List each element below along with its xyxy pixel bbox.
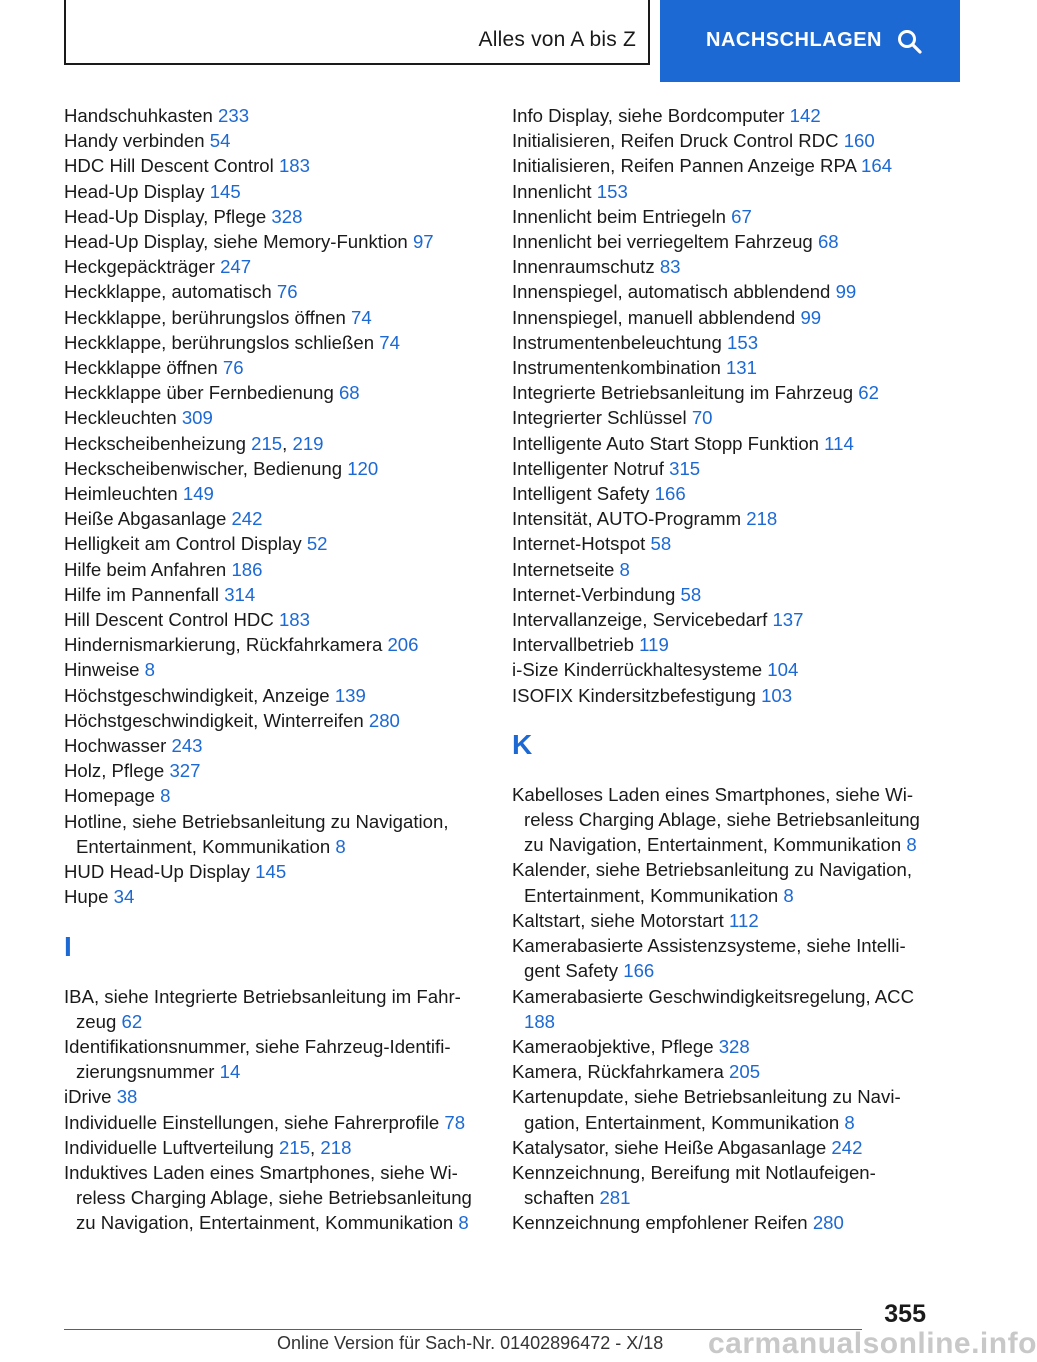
page-link[interactable]: 74 bbox=[351, 306, 372, 328]
page-link[interactable]: 68 bbox=[817, 231, 839, 253]
index-entry bbox=[512, 204, 932, 229]
index-entry bbox=[512, 229, 932, 254]
index-entry bbox=[64, 758, 484, 783]
header-rule-right bbox=[648, 0, 650, 64]
index-entry-text: Höchstgeschwindigkeit, Anzeige bbox=[64, 684, 330, 706]
index-entry-text: Innenlicht bbox=[512, 180, 592, 202]
page-link[interactable]: 120 bbox=[347, 457, 379, 479]
index-entry bbox=[64, 657, 484, 682]
index-entry: Heckscheibenheizung 215, 219 bbox=[64, 432, 324, 454]
page-link[interactable]: 58 bbox=[680, 583, 702, 605]
index-entry bbox=[64, 1110, 484, 1135]
index-entry-text: Holz, Pflege bbox=[64, 760, 165, 782]
index-entry-text: Handy verbinden bbox=[64, 130, 205, 152]
index-entry-text: Kennzeichnung empfohlener Reifen bbox=[512, 1212, 808, 1234]
page-link[interactable]: 153 bbox=[727, 331, 759, 353]
index-entry bbox=[64, 405, 484, 430]
page-link[interactable]: 8 bbox=[335, 835, 346, 857]
index-entry-text: Head-Up Display bbox=[64, 180, 205, 202]
index-entry bbox=[512, 254, 932, 279]
index-entry bbox=[512, 582, 932, 607]
letter-heading: K bbox=[512, 728, 533, 760]
index-entry bbox=[64, 305, 484, 330]
index-entry-text: Kamera, Rückfahrkamera bbox=[512, 1061, 724, 1083]
index-entry bbox=[512, 380, 932, 405]
page-link[interactable]: 52 bbox=[306, 533, 328, 555]
index-entry-text: Head-Up Display, Pflege bbox=[64, 205, 267, 227]
page-link[interactable]: 153 bbox=[596, 180, 628, 202]
page-link[interactable]: 58 bbox=[650, 533, 672, 555]
page-link[interactable]: 119 bbox=[639, 634, 669, 656]
page-link[interactable]: 164 bbox=[861, 155, 893, 177]
index-entry-text: Heckklappe öffnen bbox=[64, 357, 218, 379]
index-entry-text: Helligkeit am Control Display bbox=[64, 533, 302, 555]
index-entry-text: Hinweise bbox=[64, 659, 140, 681]
page-link[interactable]: 97 bbox=[412, 231, 434, 253]
page-link[interactable]: 62 bbox=[121, 1010, 143, 1032]
page-link[interactable]: 215 bbox=[251, 432, 283, 454]
index-entry bbox=[512, 179, 932, 204]
index-entry-text: Heckleuchten bbox=[64, 407, 177, 429]
page-link[interactable]: 328 bbox=[718, 1035, 750, 1057]
index-entry-text: Kabelloses Laden eines Smartphones, siehe Wireless Charging Ablage, siehe Betriebsanleitung zu Navigation, Entertainment, Kommunikation bbox=[512, 783, 920, 856]
index-entry-text: Intensität, AUTO-Programm bbox=[512, 508, 742, 530]
index-entry bbox=[64, 708, 484, 733]
index-entry bbox=[512, 1160, 932, 1210]
index-entry-text: Homepage bbox=[64, 785, 155, 807]
index-column-right bbox=[512, 103, 932, 1236]
page-link[interactable]: 242 bbox=[831, 1136, 863, 1158]
index-entry-text: Integrierter Schlüssel bbox=[512, 407, 687, 429]
index-entry-text: Internetseite bbox=[512, 558, 615, 580]
page-link[interactable]: 218 bbox=[746, 508, 778, 530]
index-entry bbox=[512, 128, 932, 153]
index-entry-text: Heckklappe, berührungslos öffnen bbox=[64, 306, 346, 328]
index-entry bbox=[512, 557, 932, 582]
page-link[interactable]: 74 bbox=[379, 331, 400, 353]
index-entry-text: Intervallbetrieb bbox=[512, 634, 634, 656]
index-entry-text: i-Size Kinderrückhaltesysteme bbox=[512, 659, 763, 681]
index-entry-text: Identifikationsnummer, siehe Fahrzeug-Identifizierungsnummer bbox=[64, 1035, 451, 1083]
index-entry bbox=[64, 1160, 484, 1236]
index-entry-text: Hupe bbox=[64, 886, 109, 908]
index-entry-text: Heckklappe, automatisch bbox=[64, 281, 272, 303]
index-entry bbox=[64, 1034, 484, 1084]
index-entry-text: Individuelle Luftverteilung bbox=[64, 1136, 274, 1158]
page-link[interactable]: 54 bbox=[209, 130, 231, 152]
letter-heading: I bbox=[64, 930, 72, 962]
index-entry bbox=[64, 984, 484, 1034]
page-link[interactable]: 314 bbox=[224, 583, 256, 605]
page-link[interactable]: 242 bbox=[231, 508, 263, 530]
index-entry-text: Kalender, siehe Betriebsanleitung zu Navigation, Entertainment, Kommunikation bbox=[512, 859, 913, 906]
page-link[interactable]: 112 bbox=[729, 909, 759, 931]
index-entry bbox=[64, 279, 484, 304]
page-link[interactable]: 243 bbox=[171, 735, 203, 757]
index-entry-text: Initialisieren, Reifen Druck Control RDC bbox=[512, 130, 839, 152]
page-link[interactable]: 8 bbox=[619, 558, 630, 580]
page-link[interactable]: 233 bbox=[218, 105, 250, 126]
index-entry bbox=[64, 632, 484, 657]
index-entry bbox=[512, 355, 932, 380]
index-entry-text: Induktives Laden eines Smartphones, siehe Wireless Charging Ablage, siehe Betriebsanleitung zu Navigation, Entertainment, Kommunikation bbox=[64, 1161, 472, 1234]
index-entry bbox=[512, 683, 932, 708]
index-entry-text: Internet-Hotspot bbox=[512, 533, 646, 555]
index-entry bbox=[512, 1059, 932, 1084]
page-link[interactable]: 67 bbox=[731, 205, 752, 227]
index-entry bbox=[512, 657, 932, 682]
page-link[interactable]: 166 bbox=[654, 483, 686, 505]
page-link[interactable]: 103 bbox=[761, 684, 793, 706]
page-link[interactable]: 280 bbox=[812, 1212, 844, 1234]
page-link[interactable]: 186 bbox=[231, 558, 263, 580]
page-link[interactable]: 76 bbox=[222, 357, 244, 379]
index-entry bbox=[512, 1084, 932, 1134]
index-entry-text: Kartenupdate, siehe Betriebsanleitung zu Navigation, Entertainment, Kommunikation bbox=[512, 1086, 901, 1133]
index-entry bbox=[512, 1210, 932, 1235]
index-entry-text: Heckgepäckträger bbox=[64, 256, 215, 278]
index-entry-text: Heckscheibenwischer, Bedienung bbox=[64, 457, 343, 479]
index-entry-text: Handschuhkasten bbox=[64, 105, 213, 126]
page-link[interactable]: 215 bbox=[279, 1136, 311, 1158]
page-link[interactable]: 8 bbox=[906, 834, 917, 856]
nachschlagen-button[interactable] bbox=[660, 0, 960, 82]
index-entry-text: Instrumentenkombination bbox=[512, 357, 721, 379]
page-link[interactable]: 206 bbox=[387, 634, 419, 656]
index-entry-text: Info Display, siehe Bordcomputer bbox=[512, 105, 785, 126]
index-entry bbox=[64, 783, 484, 808]
page-link[interactable]: 62 bbox=[858, 382, 879, 404]
page-link[interactable]: 315 bbox=[669, 457, 701, 479]
page-link[interactable]: 328 bbox=[271, 205, 303, 227]
index-entry bbox=[64, 809, 484, 859]
page-link[interactable]: 8 bbox=[783, 884, 794, 906]
index-entry-text: Höchstgeschwindigkeit, Winterreifen bbox=[64, 709, 364, 731]
index-entry bbox=[512, 153, 932, 178]
index-entry-text: Hochwasser bbox=[64, 735, 167, 757]
page-link[interactable]: 34 bbox=[113, 886, 135, 908]
index-entry bbox=[512, 481, 932, 506]
page-link[interactable]: 183 bbox=[278, 609, 310, 631]
page-link[interactable]: 281 bbox=[599, 1187, 631, 1209]
index-entry-text: Intelligenter Notruf bbox=[512, 457, 664, 479]
page-link[interactable]: 280 bbox=[368, 709, 400, 731]
index-entry bbox=[512, 531, 932, 556]
index-entry bbox=[512, 330, 932, 355]
index-entry-text: HUD Head-Up Display bbox=[64, 861, 250, 883]
index-entry bbox=[512, 456, 932, 481]
page-link[interactable]: 218 bbox=[320, 1136, 352, 1158]
index-entry bbox=[64, 683, 484, 708]
page-link[interactable]: 139 bbox=[334, 684, 366, 706]
index-entry bbox=[64, 103, 484, 128]
index-entry-text: Individuelle Einstellungen, siehe Fahrerprofile bbox=[64, 1111, 440, 1133]
index-entry bbox=[512, 984, 932, 1034]
page-link[interactable]: 38 bbox=[116, 1086, 138, 1108]
page-link[interactable]: 70 bbox=[691, 407, 713, 429]
page-link[interactable]: 166 bbox=[623, 960, 655, 982]
index-entry bbox=[64, 179, 484, 204]
index-entry bbox=[512, 632, 932, 657]
watermark: carmanualsonline.info bbox=[708, 1327, 1037, 1360]
page-link[interactable]: 188 bbox=[524, 1010, 556, 1032]
index-entry-text: Heckscheibenheizung bbox=[64, 432, 246, 454]
index-entry-text: Innenraumschutz bbox=[512, 256, 655, 278]
page-link[interactable]: 137 bbox=[772, 609, 804, 631]
page-link[interactable]: 8 bbox=[144, 659, 155, 681]
index-entry-text: Katalysator, siehe Heiße Abgasanlage bbox=[512, 1136, 827, 1158]
index-entry bbox=[512, 607, 932, 632]
page-link[interactable]: 145 bbox=[255, 861, 287, 883]
page-link[interactable]: 205 bbox=[729, 1061, 761, 1083]
index-entry-text: Innenlicht bei verriegeltem Fahrzeug bbox=[512, 231, 813, 253]
index-entry bbox=[64, 153, 484, 178]
index-entry bbox=[512, 305, 932, 330]
page-link[interactable]: 149 bbox=[182, 483, 214, 505]
index-entry bbox=[64, 884, 484, 909]
index-entry-text: Intervallanzeige, Servicebedarf bbox=[512, 609, 768, 631]
page-link[interactable]: 99 bbox=[800, 306, 822, 328]
index-entry-text: Hilfe im Pannenfall bbox=[64, 583, 220, 605]
index-entry-text: iDrive bbox=[64, 1086, 112, 1108]
index-entry bbox=[64, 204, 484, 229]
index-entry bbox=[512, 933, 932, 983]
index-entry bbox=[64, 607, 484, 632]
index-entry-text: Heimleuchten bbox=[64, 483, 178, 505]
page-link[interactable]: 78 bbox=[444, 1111, 466, 1133]
index-entry bbox=[64, 1084, 484, 1109]
page-link[interactable]: 160 bbox=[843, 130, 875, 152]
page-link[interactable]: 83 bbox=[659, 256, 681, 278]
index-entry bbox=[64, 582, 484, 607]
page-link[interactable]: 309 bbox=[181, 407, 213, 429]
index-entry-text: Hilfe beim Anfahren bbox=[64, 558, 227, 580]
search-icon bbox=[897, 29, 923, 55]
index-entry bbox=[512, 431, 932, 456]
page-link[interactable]: 114 bbox=[824, 432, 854, 454]
index-entry-text: Intelligente Auto Start Stopp Funktion bbox=[512, 432, 819, 454]
index-entry bbox=[64, 531, 484, 556]
index-entry-text: Integrierte Betriebsanleitung im Fahrzeug bbox=[512, 382, 854, 404]
page-number: 355 bbox=[884, 1300, 926, 1328]
index-entry bbox=[512, 857, 932, 907]
page-link[interactable]: 99 bbox=[835, 281, 857, 303]
index-entry bbox=[512, 506, 932, 531]
index-entry-text: HDC Hill Descent Control bbox=[64, 155, 274, 177]
index-entry-text: Kamerabasierte Geschwindigkeitsregelung, ACC bbox=[512, 985, 915, 1007]
page-link[interactable]: 8 bbox=[458, 1212, 469, 1234]
nachschlagen-button-label: NACHSCHLAGEN bbox=[706, 29, 882, 51]
index-entry-text: Kameraobjektive, Pflege bbox=[512, 1035, 714, 1057]
index-entry bbox=[512, 908, 932, 933]
index-entry-text: Heckklappe über Fernbedienung bbox=[64, 382, 334, 404]
index-entry bbox=[512, 103, 932, 128]
index-entry bbox=[64, 557, 484, 582]
section-title: Alles von A bis Z bbox=[478, 28, 636, 51]
page-link[interactable]: 183 bbox=[278, 155, 310, 177]
index-entry bbox=[64, 254, 484, 279]
footer-version-text: Online Version für Sach-Nr. 01402896472 - X/18 bbox=[277, 1333, 664, 1353]
page-link[interactable]: 131 bbox=[725, 357, 757, 379]
index-entry-text: Hill Descent Control HDC bbox=[64, 609, 274, 631]
index-entry-text: Innenlicht beim Entriegeln bbox=[512, 205, 726, 227]
page-link[interactable]: 14 bbox=[219, 1061, 241, 1083]
header-rule-bottom bbox=[64, 63, 650, 65]
index-entry bbox=[512, 279, 932, 304]
page-link[interactable]: 145 bbox=[209, 180, 241, 202]
index-entry-text: Kaltstart, siehe Motorstart bbox=[512, 909, 724, 931]
index-entry-text: Innenspiegel, manuell abblendend bbox=[512, 306, 796, 328]
page-link[interactable]: 142 bbox=[789, 105, 821, 126]
index-entry-text: Hotline, siehe Betriebsanleitung zu Navigation, Entertainment, Kommunikation bbox=[64, 810, 449, 857]
header-rule-left bbox=[64, 0, 66, 64]
index-entry bbox=[64, 355, 484, 380]
index-entry-text: Hindernismarkierung, Rückfahrkamera bbox=[64, 634, 383, 656]
index-entry bbox=[512, 405, 932, 430]
page-link[interactable]: 327 bbox=[169, 760, 201, 782]
index-entry-text: Instrumentenbeleuchtung bbox=[512, 331, 722, 353]
index-entry-text: ISOFIX Kindersitzbefestigung bbox=[512, 684, 756, 706]
index-entry bbox=[64, 229, 484, 254]
page-link[interactable]: 219 bbox=[292, 432, 324, 454]
index-entry-text: Heckklappe, berührungslos schließen bbox=[64, 331, 375, 353]
index-entry: Individuelle Luftverteilung 215, 218 bbox=[64, 1136, 352, 1158]
index-entry-text: Innenspiegel, automatisch abblendend bbox=[512, 281, 831, 303]
index-entry bbox=[64, 380, 484, 405]
index-entry-text: Internet-Verbindung bbox=[512, 583, 676, 605]
index-entry bbox=[64, 733, 484, 758]
index-entry-text: Head-Up Display, siehe Memory-Funktion bbox=[64, 231, 408, 253]
page-link[interactable]: 76 bbox=[276, 281, 298, 303]
index-entry bbox=[512, 1135, 932, 1160]
index-entry bbox=[64, 456, 484, 481]
index-entry bbox=[512, 782, 932, 858]
index-entry bbox=[512, 1034, 932, 1059]
page-link[interactable]: 8 bbox=[844, 1111, 855, 1133]
index-entry bbox=[64, 128, 484, 153]
index-entry-text: Kennzeichnung, Bereifung mit Notlaufeigenschaften bbox=[512, 1161, 876, 1209]
index-entry-text: IBA, siehe Integrierte Betriebsanleitung im Fahrzeug bbox=[64, 985, 461, 1032]
index-entry-text: Initialisieren, Reifen Pannen Anzeige RPA bbox=[512, 155, 856, 177]
index-column-left bbox=[64, 103, 484, 1236]
index-entry-text: Intelligent Safety bbox=[512, 483, 650, 505]
page-link[interactable]: 247 bbox=[220, 256, 252, 278]
index-entry bbox=[64, 506, 484, 531]
page-link[interactable]: 68 bbox=[338, 382, 360, 404]
page-link[interactable]: 104 bbox=[767, 659, 799, 681]
index-entry bbox=[64, 481, 484, 506]
index-entry bbox=[64, 859, 484, 884]
index-entry-text: Heiße Abgasanlage bbox=[64, 508, 227, 530]
index-entry bbox=[64, 330, 484, 355]
index-entry-text: Kamerabasierte Assistenzsysteme, siehe Intelligent Safety bbox=[512, 935, 906, 982]
page-link[interactable]: 8 bbox=[160, 785, 171, 807]
